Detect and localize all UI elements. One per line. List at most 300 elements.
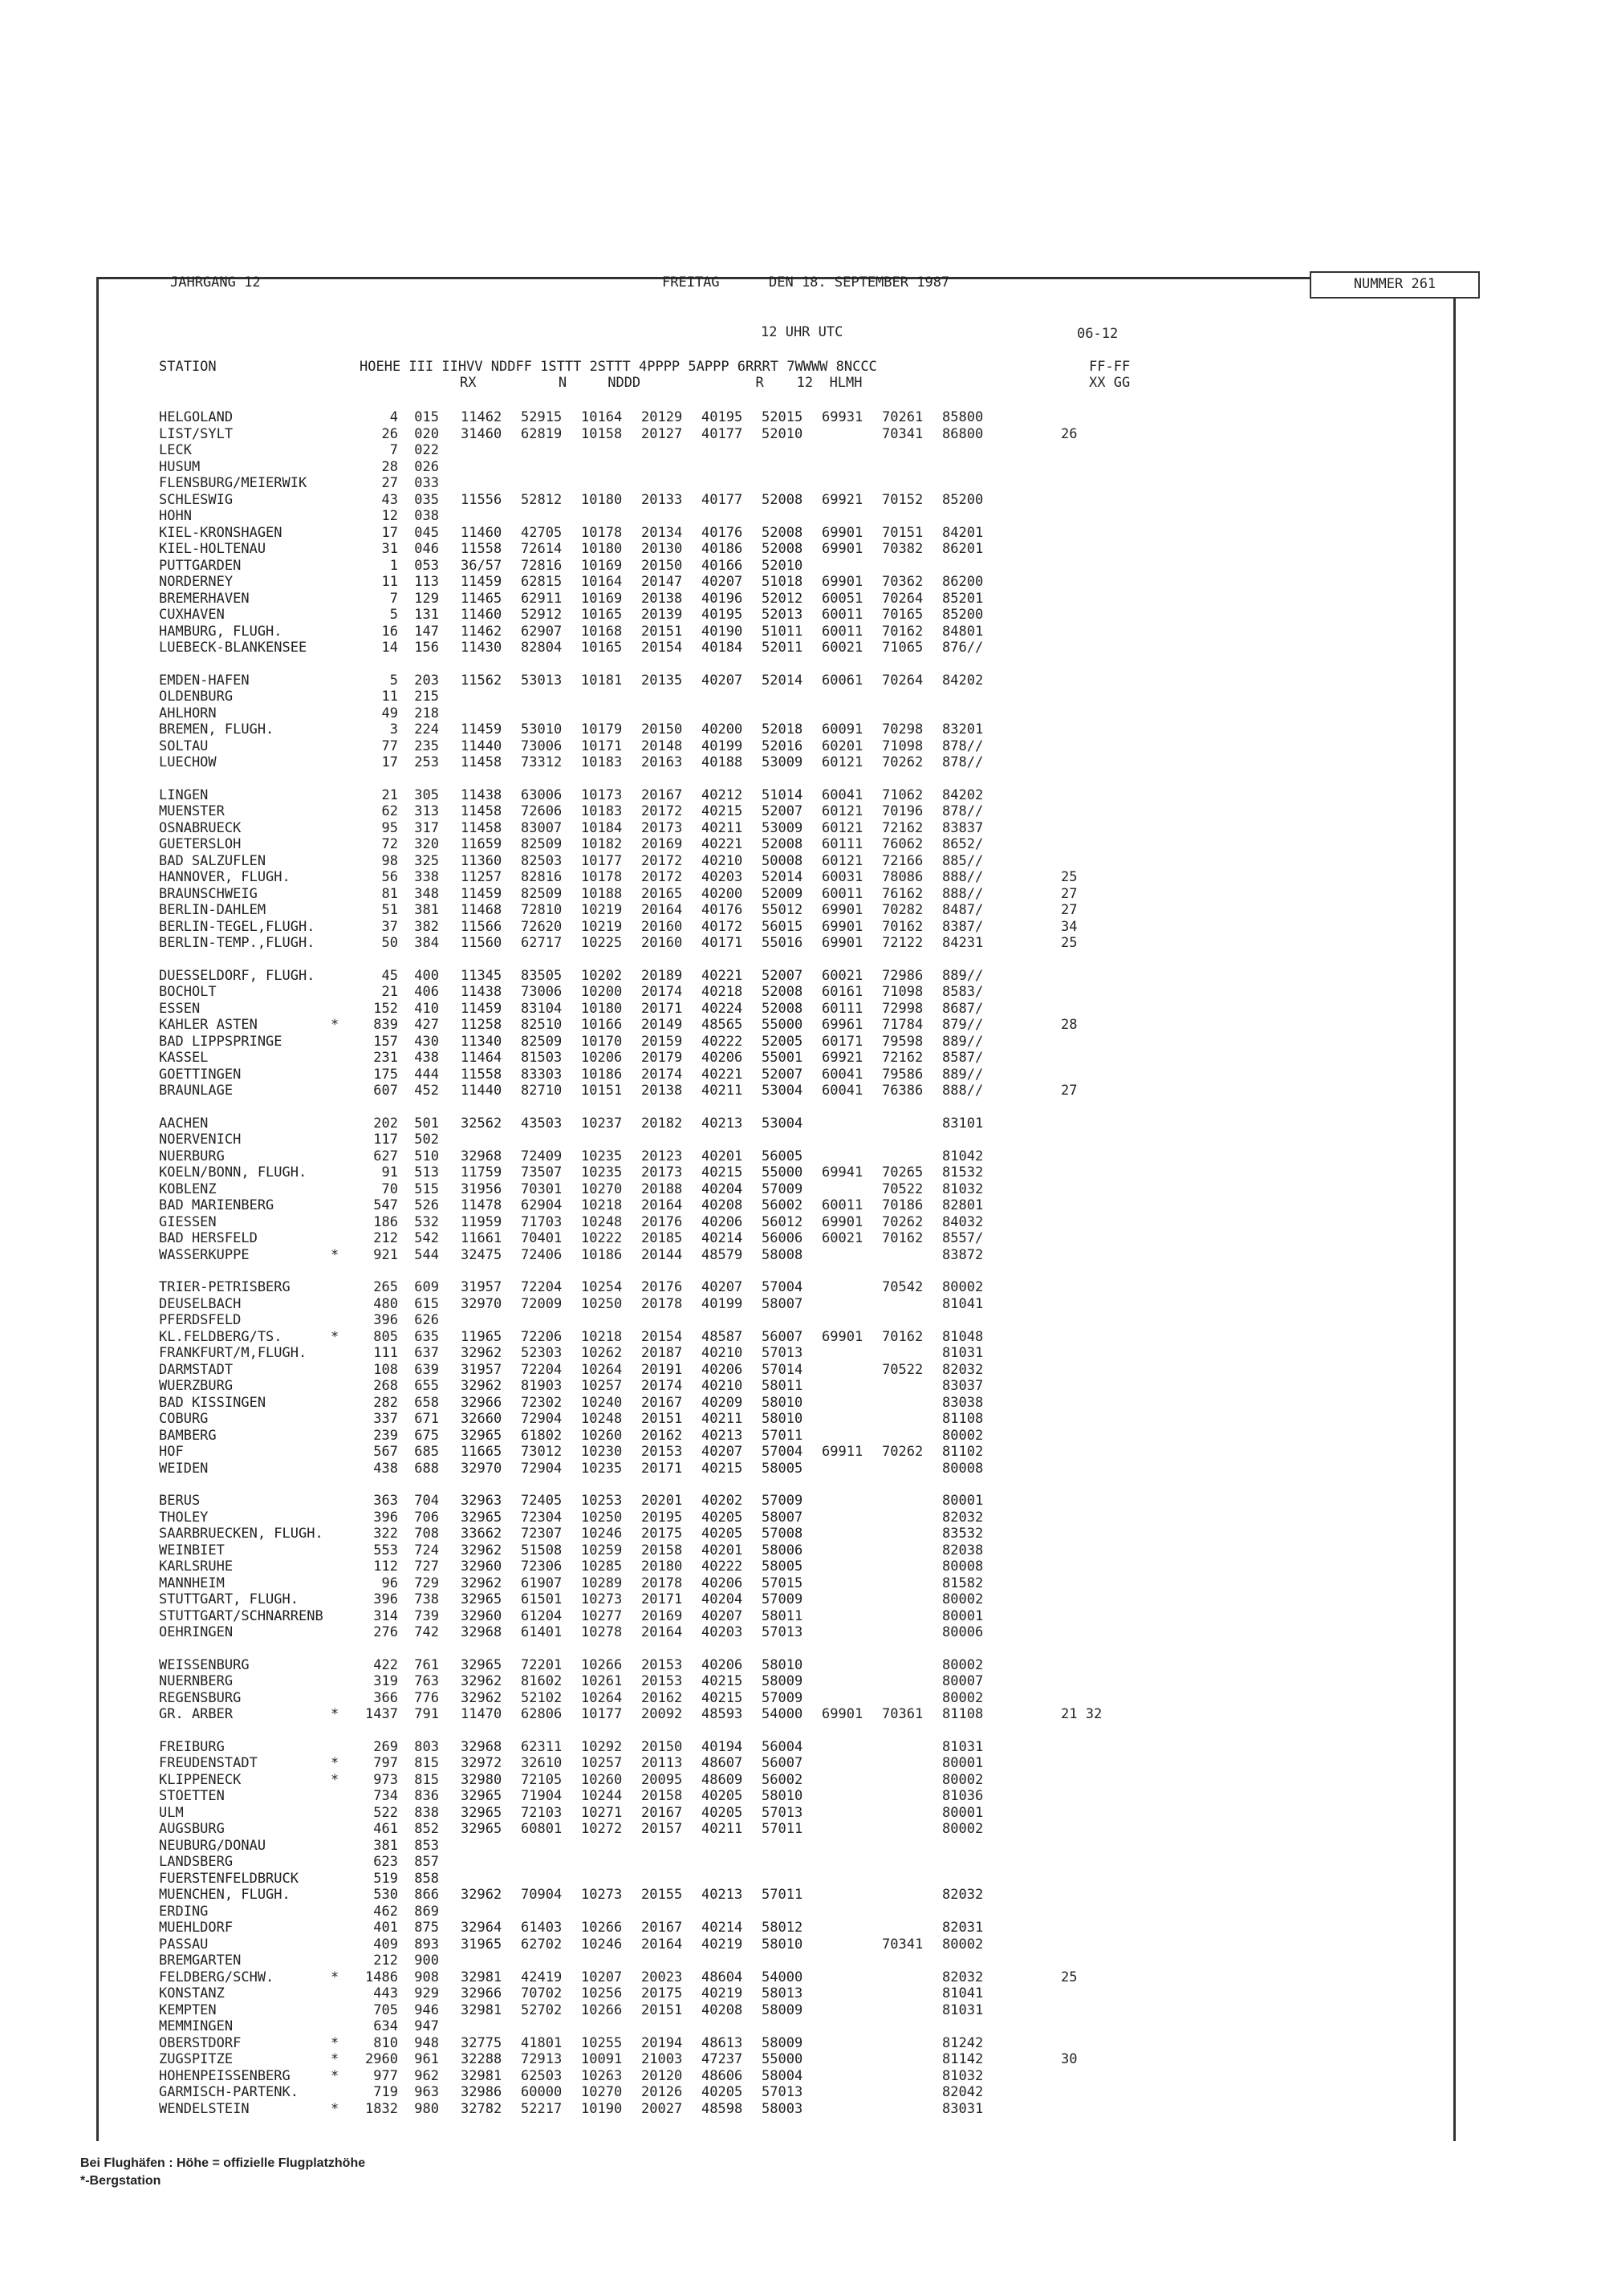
group-4pppp: 48604 [701, 1969, 743, 1985]
group-iihvv: 32962 [461, 1345, 502, 1361]
table-row [159, 640, 1323, 656]
group-5appp: 58010 [762, 1656, 803, 1673]
group-1sttt: 10248 [581, 1411, 623, 1427]
group-2sttt: 20123 [641, 1148, 683, 1164]
group-7wwww: 71784 [882, 1017, 924, 1033]
table-row [159, 574, 1323, 591]
table-row [159, 2035, 1323, 2052]
table-row [159, 1575, 1323, 1592]
group-8nccc: 878// [942, 754, 984, 770]
group-1sttt: 10179 [581, 721, 623, 738]
group-6rrrt: 60041 [822, 1066, 863, 1083]
table-row [159, 1296, 1323, 1313]
group-6rrrt: 60021 [822, 1230, 863, 1246]
group-nddff: 72206 [521, 1328, 563, 1345]
group-4pppp: 40207 [701, 1279, 743, 1295]
group-7wwww: 79598 [882, 1033, 924, 1050]
table-row [159, 1706, 1323, 1723]
station-group [159, 1115, 1323, 1264]
station-name: MEMMINGEN [159, 2018, 234, 2034]
group-2sttt: 20174 [641, 1066, 683, 1083]
gust-value: 26 [1061, 425, 1078, 442]
group-4pppp: 40211 [701, 819, 743, 836]
station-name: STOETTEN [159, 1788, 225, 1804]
mountain-marker: * [331, 1969, 339, 1985]
group-1sttt: 10271 [581, 1804, 623, 1821]
group-iihvv: 31957 [461, 1279, 502, 1295]
station-height: 438 [373, 1460, 398, 1477]
group-2sttt: 20201 [641, 1493, 683, 1509]
group-6rrrt: 60041 [822, 786, 863, 803]
group-iihvv: 32970 [461, 1295, 502, 1312]
station-index: 857 [414, 1854, 439, 1870]
group-1sttt: 10260 [581, 1771, 623, 1788]
group-7wwww: 70152 [882, 491, 924, 508]
station-index: 791 [414, 1706, 439, 1722]
station-index: 869 [414, 1903, 439, 1920]
group-7wwww: 70265 [882, 1164, 924, 1181]
group-8nccc: 80002 [942, 1771, 984, 1788]
group-5appp: 51018 [762, 574, 803, 590]
group-2sttt: 20178 [641, 1295, 683, 1312]
station-index: 382 [414, 918, 439, 935]
group-2sttt: 20133 [641, 491, 683, 508]
group-7wwww: 70186 [882, 1197, 924, 1213]
station-name: STUTTGART, FLUGH. [159, 1591, 299, 1607]
table-row [159, 459, 1323, 476]
station-index: 685 [414, 1444, 439, 1460]
table-row [159, 1378, 1323, 1395]
station-name: KOBLENZ [159, 1181, 217, 1197]
group-iihvv: 32962 [461, 1689, 502, 1706]
group-iihvv: 32962 [461, 1575, 502, 1591]
station-index: 836 [414, 1788, 439, 1804]
station-height: 81 [381, 885, 398, 902]
group-4pppp: 48609 [701, 1771, 743, 1788]
station-height: 734 [373, 1788, 398, 1804]
group-iihvv: 11558 [461, 541, 502, 557]
table-row [159, 1887, 1323, 1904]
table-row [159, 492, 1323, 509]
group-4pppp: 40215 [701, 1689, 743, 1706]
station-height: 239 [373, 1427, 398, 1444]
station-height: 519 [373, 1870, 398, 1887]
group-7wwww: 72986 [882, 967, 924, 984]
group-nddff: 83007 [521, 819, 563, 836]
group-2sttt: 20164 [641, 1197, 683, 1213]
table-row [159, 1673, 1323, 1690]
table-row [159, 525, 1323, 542]
group-8nccc: 80001 [942, 1755, 984, 1771]
group-2sttt: 20150 [641, 721, 683, 738]
group-nddff: 73507 [521, 1164, 563, 1181]
group-iihvv: 32962 [461, 1673, 502, 1689]
station-height: 70 [381, 1181, 398, 1197]
group-5appp: 52008 [762, 541, 803, 557]
station-index: 129 [414, 590, 439, 607]
group-iihvv: 11566 [461, 918, 502, 935]
group-2sttt: 20150 [641, 557, 683, 574]
station-index: 526 [414, 1197, 439, 1213]
station-height: 56 [381, 869, 398, 885]
group-1sttt: 10262 [581, 1345, 623, 1361]
group-7wwww: 70162 [882, 1230, 924, 1246]
station-index: 510 [414, 1148, 439, 1164]
group-nddff: 62911 [521, 590, 563, 607]
group-iihvv: 32962 [461, 1542, 502, 1558]
group-5appp: 52011 [762, 640, 803, 656]
group-6rrrt: 60061 [822, 672, 863, 689]
group-2sttt: 20178 [641, 1575, 683, 1591]
group-7wwww: 72166 [882, 852, 924, 869]
group-1sttt: 10261 [581, 1673, 623, 1689]
group-8nccc: 84231 [942, 935, 984, 951]
station-name: WUERZBURG [159, 1378, 234, 1394]
group-2sttt: 20176 [641, 1213, 683, 1230]
group-8nccc: 81108 [942, 1706, 984, 1722]
table-row [159, 787, 1323, 804]
group-1sttt: 10219 [581, 918, 623, 935]
group-5appp: 57013 [762, 1804, 803, 1821]
group-7wwww: 79586 [882, 1066, 924, 1083]
group-8nccc: 885// [942, 852, 984, 869]
station-name: WEIDEN [159, 1460, 209, 1477]
group-6rrrt: 60051 [822, 590, 863, 607]
table-row [159, 1788, 1323, 1805]
group-iihvv: 11258 [461, 1017, 502, 1033]
group-1sttt: 10182 [581, 836, 623, 852]
station-index: 313 [414, 803, 439, 819]
mountain-marker: * [331, 1017, 339, 1033]
group-4pppp: 40211 [701, 1083, 743, 1099]
code-column-subheader: RX N NDDD R 12 HLMH [460, 375, 863, 391]
group-8nccc: 85201 [942, 590, 984, 607]
group-4pppp: 40190 [701, 623, 743, 640]
group-1sttt: 10169 [581, 557, 623, 574]
station-name: AACHEN [159, 1115, 209, 1132]
group-2sttt: 20155 [641, 1887, 683, 1903]
station-index: 203 [414, 672, 439, 689]
group-1sttt: 10273 [581, 1591, 623, 1607]
group-1sttt: 10263 [581, 2067, 623, 2084]
group-1sttt: 10246 [581, 1526, 623, 1542]
group-7wwww: 76062 [882, 836, 924, 852]
group-iihvv: 32965 [461, 1591, 502, 1607]
group-8nccc: 8557/ [942, 1230, 984, 1246]
group-nddff: 82509 [521, 1033, 563, 1050]
group-8nccc: 84202 [942, 672, 984, 689]
group-4pppp: 40166 [701, 557, 743, 574]
group-5appp: 57011 [762, 1821, 803, 1837]
group-2sttt: 20092 [641, 1706, 683, 1722]
station-name: GOETTINGEN [159, 1066, 242, 1083]
group-iihvv: 11345 [461, 967, 502, 984]
station-index: 635 [414, 1328, 439, 1345]
station-name: WENDELSTEIN [159, 2100, 250, 2117]
group-8nccc: 80007 [942, 1673, 984, 1689]
station-index: 452 [414, 1083, 439, 1099]
group-8nccc: 81041 [942, 1985, 984, 2001]
station-index: 815 [414, 1755, 439, 1771]
group-nddff: 71703 [521, 1213, 563, 1230]
group-4pppp: 48606 [701, 2067, 743, 2084]
station-index: 438 [414, 1050, 439, 1066]
group-1sttt: 10186 [581, 1066, 623, 1083]
group-4pppp: 40207 [701, 672, 743, 689]
group-6rrrt: 69931 [822, 409, 863, 425]
station-index: 838 [414, 1804, 439, 1821]
group-8nccc: 81532 [942, 1164, 984, 1181]
group-2sttt: 20165 [641, 885, 683, 902]
group-nddff: 53010 [521, 721, 563, 738]
station-name: KEMPTEN [159, 2001, 217, 2018]
group-nddff: 70702 [521, 1985, 563, 2001]
group-4pppp: 40199 [701, 1295, 743, 1312]
station-height: 462 [373, 1903, 398, 1920]
station-index: 727 [414, 1558, 439, 1575]
group-5appp: 55000 [762, 2051, 803, 2067]
group-5appp: 57004 [762, 1444, 803, 1460]
group-iihvv: 32962 [461, 1887, 502, 1903]
station-index: 947 [414, 2018, 439, 2034]
group-5appp: 52012 [762, 590, 803, 607]
group-4pppp: 40213 [701, 1887, 743, 1903]
group-1sttt: 10264 [581, 1361, 623, 1378]
station-name: SOLTAU [159, 738, 209, 754]
station-name: LUEBECK-BLANKENSEE [159, 640, 307, 656]
group-4pppp: 47237 [701, 2051, 743, 2067]
group-nddff: 62717 [521, 935, 563, 951]
group-nddff: 52812 [521, 491, 563, 508]
group-iihvv: 32782 [461, 2100, 502, 2117]
station-index: 026 [414, 458, 439, 475]
group-6rrrt: 69901 [822, 902, 863, 918]
station-index: 338 [414, 869, 439, 885]
station-index: 325 [414, 852, 439, 869]
station-height: 72 [381, 836, 398, 852]
group-5appp: 58010 [762, 1394, 803, 1411]
group-2sttt: 20139 [641, 607, 683, 623]
table-row [159, 1181, 1323, 1198]
group-2sttt: 20144 [641, 1246, 683, 1263]
gust-value: 28 [1061, 1017, 1078, 1033]
group-1sttt: 10166 [581, 1017, 623, 1033]
station-index: 675 [414, 1427, 439, 1444]
group-7wwww: 70262 [882, 754, 924, 770]
station-index: 224 [414, 721, 439, 738]
group-7wwww: 76386 [882, 1083, 924, 1099]
station-height: 108 [373, 1361, 398, 1378]
station-height: 11 [381, 689, 398, 705]
group-5appp: 58010 [762, 1788, 803, 1804]
station-height: 973 [373, 1771, 398, 1788]
group-2sttt: 20120 [641, 2067, 683, 2084]
group-1sttt: 10246 [581, 1936, 623, 1953]
group-nddff: 73312 [521, 754, 563, 770]
table-row [159, 541, 1323, 558]
station-height: 5 [389, 672, 398, 689]
group-5appp: 57009 [762, 1181, 803, 1197]
station-index: 708 [414, 1526, 439, 1542]
group-7wwww: 72122 [882, 935, 924, 951]
date-label: DEN 18. SEPTEMBER 1987 [769, 274, 950, 291]
station-height: 1832 [365, 2100, 398, 2117]
station-name: HOF [159, 1444, 184, 1460]
table-row [159, 689, 1323, 705]
group-nddff: 72816 [521, 557, 563, 574]
station-name: BAMBERG [159, 1427, 217, 1444]
group-8nccc: 82038 [942, 1542, 984, 1558]
group-8nccc: 80002 [942, 1656, 984, 1673]
station-name: KOELN/BONN, FLUGH. [159, 1164, 307, 1181]
station-height: 553 [373, 1542, 398, 1558]
group-4pppp: 40184 [701, 640, 743, 656]
gust-value: 25 [1061, 1969, 1078, 1985]
group-2sttt: 20164 [641, 1624, 683, 1640]
group-5appp: 57013 [762, 1624, 803, 1640]
group-nddff: 52702 [521, 2001, 563, 2018]
group-6rrrt: 60041 [822, 1083, 863, 1099]
group-7wwww: 70298 [882, 721, 924, 738]
table-row [159, 1542, 1323, 1559]
group-4pppp: 40203 [701, 869, 743, 885]
group-6rrrt: 60121 [822, 754, 863, 770]
group-2sttt: 20187 [641, 1345, 683, 1361]
mountain-marker: * [331, 2100, 339, 2117]
station-index: 384 [414, 935, 439, 951]
station-index: 706 [414, 1509, 439, 1526]
station-height: 719 [373, 2084, 398, 2100]
station-name: FUERSTENFELDBRUCK [159, 1870, 299, 1887]
station-name: FREIBURG [159, 1738, 225, 1755]
station-name: ZUGSPITZE [159, 2051, 234, 2067]
group-nddff: 82509 [521, 885, 563, 902]
station-name: GIESSEN [159, 1213, 217, 1230]
group-8nccc: 84201 [942, 524, 984, 541]
station-height: 14 [381, 640, 398, 656]
group-nddff: 62702 [521, 1936, 563, 1953]
group-1sttt: 10218 [581, 1197, 623, 1213]
table-row [159, 591, 1323, 608]
group-8nccc: 889// [942, 967, 984, 984]
group-1sttt: 10270 [581, 1181, 623, 1197]
group-8nccc: 889// [942, 1066, 984, 1083]
station-name: NORDERNEY [159, 574, 234, 590]
gust-value: 25 [1061, 935, 1078, 951]
group-6rrrt: 60121 [822, 852, 863, 869]
group-iihvv: 32965 [461, 1821, 502, 1837]
group-2sttt: 20164 [641, 902, 683, 918]
mountain-marker: * [331, 1328, 339, 1345]
station-height: 12 [381, 508, 398, 524]
station-index: 866 [414, 1887, 439, 1903]
group-4pppp: 48607 [701, 1755, 743, 1771]
group-6rrrt: 60011 [822, 607, 863, 623]
group-nddff: 32610 [521, 1755, 563, 1771]
station-name: PASSAU [159, 1936, 209, 1953]
group-2sttt: 20153 [641, 1444, 683, 1460]
table-row [159, 2018, 1323, 2035]
table-row [159, 1362, 1323, 1379]
group-2sttt: 20172 [641, 852, 683, 869]
group-nddff: 72204 [521, 1279, 563, 1295]
group-7wwww: 70162 [882, 1328, 924, 1345]
station-name: BRAUNSCHWEIG [159, 885, 258, 902]
station-name: BAD HERSFELD [159, 1230, 258, 1246]
group-2sttt: 20185 [641, 1230, 683, 1246]
group-8nccc: 81242 [942, 2034, 984, 2051]
station-index: 020 [414, 425, 439, 442]
group-1sttt: 10170 [581, 1033, 623, 1050]
station-index: 803 [414, 1738, 439, 1755]
group-6rrrt: 69901 [822, 1706, 863, 1722]
group-1sttt: 10219 [581, 902, 623, 918]
group-4pppp: 40188 [701, 754, 743, 770]
group-5appp: 56004 [762, 1738, 803, 1755]
group-4pppp: 48587 [701, 1328, 743, 1345]
group-8nccc: 82032 [942, 1509, 984, 1526]
station-name: COBURG [159, 1411, 209, 1427]
station-name: KONSTANZ [159, 1985, 225, 2001]
group-6rrrt: 69901 [822, 541, 863, 557]
group-4pppp: 48613 [701, 2034, 743, 2051]
group-8nccc: 81032 [942, 2067, 984, 2084]
station-name: AHLHORN [159, 705, 217, 721]
station-name: BERUS [159, 1493, 201, 1509]
station-height: 26 [381, 425, 398, 442]
group-5appp: 53004 [762, 1083, 803, 1099]
group-nddff: 62819 [521, 425, 563, 442]
mountain-marker: * [331, 1706, 339, 1722]
station-index: 430 [414, 1033, 439, 1050]
table-row [159, 1050, 1323, 1067]
group-nddff: 42419 [521, 1969, 563, 1985]
jahrgang-label: JAHRGANG 12 [170, 274, 261, 291]
group-5appp: 57013 [762, 1345, 803, 1361]
group-iihvv: 32965 [461, 1656, 502, 1673]
group-nddff: 61501 [521, 1591, 563, 1607]
station-name: KIEL-KRONSHAGEN [159, 524, 282, 541]
group-1sttt: 10218 [581, 1328, 623, 1345]
group-7wwww: 78086 [882, 869, 924, 885]
station-index: 253 [414, 754, 439, 770]
group-iihvv: 32562 [461, 1115, 502, 1132]
group-5appp: 52015 [762, 409, 803, 425]
group-5appp: 55016 [762, 935, 803, 951]
group-8nccc: 81032 [942, 1181, 984, 1197]
station-name: HOHENPEISSENBERG [159, 2067, 291, 2084]
group-4pppp: 40209 [701, 1394, 743, 1411]
group-2sttt: 20174 [641, 984, 683, 1000]
group-4pppp: 40224 [701, 1000, 743, 1017]
station-height: 705 [373, 2001, 398, 2018]
group-6rrrt: 60021 [822, 640, 863, 656]
station-name: REGENSBURG [159, 1689, 242, 1706]
station-index: 962 [414, 2067, 439, 2084]
station-height: 921 [373, 1246, 398, 1263]
group-4pppp: 40206 [701, 1361, 743, 1378]
group-iihvv: 32981 [461, 2067, 502, 2084]
group-1sttt: 10188 [581, 885, 623, 902]
station-height: 152 [373, 1000, 398, 1017]
group-6rrrt: 69901 [822, 574, 863, 590]
group-4pppp: 40201 [701, 1542, 743, 1558]
table-row [159, 1164, 1323, 1181]
group-1sttt: 10171 [581, 738, 623, 754]
group-4pppp: 40186 [701, 541, 743, 557]
group-nddff: 72606 [521, 803, 563, 819]
group-5appp: 57004 [762, 1279, 803, 1295]
